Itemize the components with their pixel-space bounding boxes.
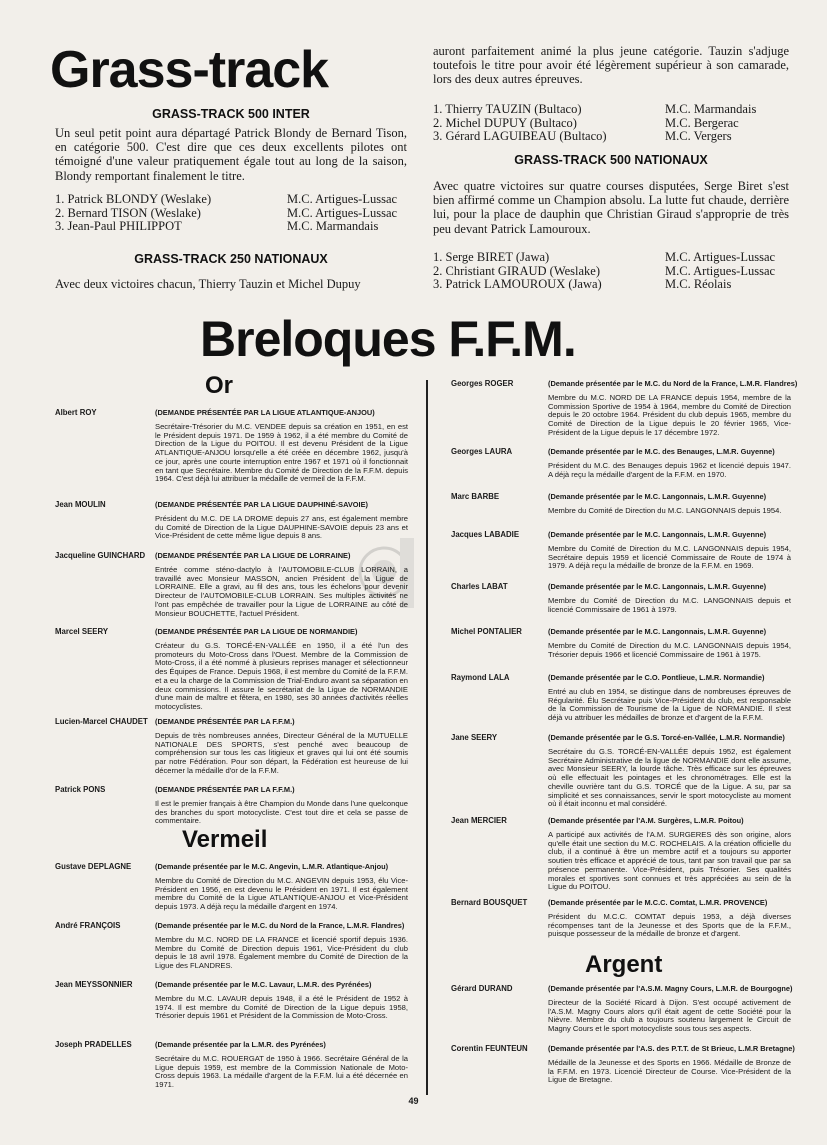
entry-name: Jacques LABADIE — [451, 530, 520, 539]
entry-request: (Demande présentée par le G.S. Torcé-en-Vallée, L.M.R. Normandie) — [548, 733, 785, 742]
entry-text: Il est le premier français à être Champion du Monde dans l'une quelconque des branches du sport motocycliste. C'est tout dire et cela se passe de commentaire. — [155, 799, 408, 826]
result-row — [433, 117, 793, 131]
section-heading-gt250: GRASS-TRACK 250 NATIONAUX — [134, 252, 328, 266]
entry-text: Médaille de la Jeunesse et des Sports en 1966. Médaille de Bronze de la F.F.M. en 1973. Licencié Directeur de Course. Vice-Président de la Ligue de Bretagne. — [548, 1058, 791, 1085]
entry-name: Raymond LALA — [451, 673, 510, 682]
entry-request: (Demande présentée par le M.C. du Nord de la France, L.M.R. Flandres) — [548, 379, 798, 388]
entry-request: (DEMANDE PRÉSENTÉE PAR LA LIGUE DE NORMANDIE) — [155, 627, 358, 636]
entry-request: (DEMANDE PRÉSENTÉE PAR LA F.F.M.) — [155, 717, 295, 726]
section-heading-gt500-nat: GRASS-TRACK 500 NATIONAUX — [514, 153, 708, 167]
entry-text: A participé aux activités de l'A.M. SURGERES dès son origine, alors qu'elle était une section du M.C. ROCHELAIS. A la création officielle du club, il a continué à être un membre actif et a toujours su apporter soutien très efficace et apprécié de tous, tant par son travail que par sa présence permanente. Vice-Président, puis Trésorier. Ses qualités morales et sportives sont connues et très appréciées au sein de la Ligue du POITOU. — [548, 830, 791, 892]
entry-name: Corentin FEUNTEUN — [451, 1044, 528, 1053]
entry-request: (Demande présentée par le M.C. des Benauges, L.M.R. Guyenne) — [548, 447, 775, 456]
column-divider — [426, 380, 428, 1095]
gt250-text: Avec deux victoires chacun, Thierry Tauzin et Michel Dupuy — [55, 277, 361, 291]
gt250-text-continued: auront parfaitement animé la plus jeune catégorie. Tauzin s'adjuge toutefois le titre pour avoir été légèrement supérieur à son camarade, lors des deux autres épreuves. — [433, 44, 789, 87]
result-row — [55, 220, 411, 234]
rider: 3. Patrick LAMOUROUX (Jawa) — [433, 277, 602, 292]
entry-request: (Demande présentée par l'A.S.M. Magny Cours, L.M.R. de Bourgogne) — [548, 984, 793, 993]
club: M.C. Artigues-Lussac — [665, 263, 776, 278]
entry-text: Membre du M.C. NORD DE LA FRANCE et licencié sportif depuis 1936. Membre du Comité de Direction depuis 1961, Vice-Président du club depuis le 18 avril 1978. Également membre du Comité de Direction de la Ligue des FLANDRES. — [155, 935, 408, 971]
entry-request: (Demande présentée par l'A.M. Surgères, L.M.R. Poitou) — [548, 816, 744, 825]
entry-name: André FRANÇOIS — [55, 921, 121, 930]
entry-text: Secrétaire du G.S. TORCÉ-EN-VALLÉE depuis 1952, est également Secrétaire Administrative de la ligue de NORMANDIE dont elle assume, avec Monsieur SEERY, la lourde tâche. Très efficace sur les épreuves où elle effectuait les pointages et les chronométrages. Elle est la cheville ouvrière tant du G.S. TORCÉ que de la Ligue. A su, par sa simplicité et ses connaissances, servir le sport motocycliste au moment où il était inconnu et mal considéré. — [548, 747, 791, 809]
entry-text: Secrétaire du M.C. ROUERGAT de 1950 à 1966. Secrétaire Général de la Ligue depuis 1959, est membre de la Commission Nationale de Moto-Cross depuis 1963. La médaille d'argent de la F.F.M. lui a été décernée en 1971. — [155, 1054, 408, 1090]
club: M.C. Vergers — [665, 129, 732, 144]
entry-name: Jane SEERY — [451, 733, 498, 742]
entry-name: Joseph PRADELLES — [55, 1040, 132, 1049]
entry-name: Gustave DEPLAGNE — [55, 862, 132, 871]
entry-text: Depuis de très nombreuses années, Directeur Général de la MUTUELLE NATIONALE DES SPORTS, s'est penché avec beaucoup de compréhension sur tous les cas litigieux et graves qui lui ont été soumis par notre Fédération. Pour son départ, la Fédération est heureuse de lui décerner la médaille d'or de la F.F.M. — [155, 731, 408, 775]
breloques-title: Breloques F.F.M. — [200, 311, 576, 367]
entry-request: (Demande présentée par le C.O. Pontlieue, L.M.R. Normandie) — [548, 673, 765, 682]
entry-text: Entré au club en 1954, se distingue dans de nombreuses épreuves de Régularité. Élu Secrétaire puis Vice-Président du club, est responsable de la Commission de Tourisme de la Ligue de NORMANDIE. Il s'est déjà vu attribuer les médailles de bronze et d'argent de la F.F.M. — [548, 687, 791, 723]
gt250-results — [433, 103, 793, 144]
entry-text: Président du M.C. DE LA DROME depuis 27 ans, est également membre du Comité de Direction de la Ligue DAUPHINE-SAVOIE depuis 23 ans et Vice-Président de cette même ligue depuis 8 ans. — [155, 514, 408, 541]
entry-request: (Demande présentée par le M.C. Angevin, L.M.R. Atlantique-Anjou) — [155, 862, 389, 871]
entry-name: Georges ROGER — [451, 379, 514, 388]
entry-text: Membre du Comité de Direction du M.C. LANGONNAIS depuis 1954. — [548, 506, 782, 515]
medal-heading-or: Or — [205, 372, 234, 399]
gt500-inter-text: Un seul petit point aura départagé Patrick Blondy de Bernard Tison, en catégorie 500. C'est dire que ces deux excellents pilotes ont témoigné d'une valeur pratiquement égale tout au long de la saison, Blondy remportant finalement le titre. — [55, 126, 407, 183]
rider: 2. Bernard TISON (Weslake) — [55, 205, 201, 220]
result-row — [433, 251, 793, 265]
entry-text: Membre du M.C. NORD DE LA FRANCE depuis 1954, membre de la Commission Sportive de 1954 à 1964, membre du Comité de Direction depuis le 20 octobre 1964. Président du club depuis 1965, membre du Comité de Direction de la Ligue depuis le 20 février 1965, Vice-Président de la Ligue depuis le 17 décembre 1972. — [548, 393, 791, 437]
entry-name: Patrick PONS — [55, 785, 106, 794]
page-number: 49 — [408, 1096, 419, 1106]
section-heading-gt500-inter: GRASS-TRACK 500 INTER — [152, 107, 310, 121]
club: M.C. Artigues-Lussac — [287, 192, 398, 206]
club: M.C. Bergerac — [665, 115, 739, 130]
entry-request: (Demande présentée par le M.C. Langonnais, L.M.R. Guyenne) — [548, 530, 767, 539]
entry-request: (Demande présentée par le M.C. Langonnais, L.M.R. Guyenne) — [548, 627, 767, 636]
entry-request: (DEMANDE PRÉSENTÉE PAR LA F.F.M.) — [155, 785, 295, 794]
gt500-inter-results — [55, 193, 411, 234]
result-row — [433, 103, 793, 117]
page-title: Grass-track — [50, 41, 329, 99]
entry-name: Lucien-Marcel CHAUDET — [55, 717, 148, 726]
entry-request: (Demande présentée par le M.C. Langonnais, L.M.R. Guyenne) — [548, 582, 767, 591]
result-row — [55, 207, 411, 221]
entry-name: Gérard DURAND — [451, 984, 513, 993]
entry-text: Secrétaire-Trésorier du M.C. VENDEE depuis sa création en 1951, en est le Président depuis 1971. De 1959 à 1962, il a été membre du Comité de Direction de la Ligue du POITOU. Il est devenu Président de la Ligue ATLANTIQUE-ANJOU lorsqu'elle a été créée en décembre 1962, jusqu'à ce jour, après une courte interruption entre 1967 et 1971 où il fonctionnait en tant que Secrétaire. Membre du Comité de Direction de la F.F.M. depuis 1964. C'est déjà lui attribuer la médaille de vermeil de la F.F.M. — [155, 422, 408, 484]
entry-name: Marc BARBE — [451, 492, 500, 501]
result-row — [55, 193, 411, 207]
club: M.C. Marmandais — [287, 219, 379, 234]
entry-request: (Demande présentée par le M.C.C. Comtat, L.M.R. PROVENCE) — [548, 898, 768, 907]
entry-request: (Demande présentée par l'A.S. des P.T.T. de St Brieuc, L.M.R Bretagne) — [548, 1044, 795, 1053]
entry-request: (DEMANDE PRÉSENTÉE PAR LA LIGUE ATLANTIQUE-ANJOU) — [155, 408, 375, 417]
entry-request: (DEMANDE PRÉSENTÉE PAR LA LIGUE DAUPHINÉ-SAVOIE) — [155, 500, 368, 509]
entry-name: Jean MEYSSONNIER — [55, 980, 133, 989]
gt500-nat-results — [433, 251, 793, 292]
entry-text: Entrée comme sténo-dactylo à l'AUTOMOBILE-CLUB LORRAIN, a travaillé avec Monsieur MASSON, ancien Président de la Ligue de LORRAINE. Elle a gravi, au fil des ans, tous les échelons pour devenir Directeur de l'AUTOMOBILE-CLUB LORRAIN. Ses multiples activités ne l'ont pas empêchée de travailler pour la Ligue de LORRAINE au côté de Monsieur BOUCHETTE, l'actuel Président. — [155, 565, 408, 618]
result-row — [433, 278, 793, 292]
entry-name: Bernard BOUSQUET — [451, 898, 528, 907]
entry-name: Jacqueline GUINCHARD — [55, 551, 146, 560]
entry-text: Directeur de la Société Ricard à Dijon. S'est occupé activement de l'A.S.M. Magny Cours alors qu'il était agent de cette Société pour la Nièvre. Membre du club a toujours soutenu largement le Circuit de Magny Cours et le sport motocycliste sous tous ses aspects. — [548, 998, 791, 1034]
entry-name: Jean MERCIER — [451, 816, 507, 825]
entry-text: Membre du Comité de Direction du M.C. LANGONNAIS depuis et licencié Commissaire de 1961 à 1979. — [548, 596, 791, 614]
entry-text: Membre du Comité de Direction du M.C. LANGONNAIS depuis 1954, Trésorier depuis 1966 et licencié Commissaire de 1961 à 1975. — [548, 641, 791, 659]
gt500-nat-text: Avec quatre victoires sur quatre courses disputées, Serge Biret s'est bien affirmé comme un Champion absolu. La lutte fut chaude, derrière lui, pour la place de dauphin que Christian Giraud s'approprie de très peu devant Patrick Lamouroux. — [433, 179, 789, 236]
medal-heading-argent: Argent — [585, 951, 663, 978]
entry-name: Charles LABAT — [451, 582, 508, 591]
rider: 2. Michel DUPUY (Bultaco) — [433, 115, 577, 130]
club: M.C. Artigues-Lussac — [287, 205, 398, 220]
medal-heading-vermeil: Vermeil — [182, 826, 268, 853]
rider: 1. Serge BIRET (Jawa) — [433, 250, 550, 264]
rider: 3. Jean-Paul PHILIPPOT — [55, 219, 182, 234]
rider: 2. Christiant GIRAUD (Weslake) — [433, 263, 601, 278]
rider: 3. Gérard LAGUIBEAU (Bultaco) — [433, 129, 607, 144]
club: M.C. Réolais — [665, 277, 732, 292]
club: M.C. Artigues-Lussac — [665, 250, 776, 264]
entry-name: Albert ROY — [55, 408, 97, 417]
club: M.C. Marmandais — [665, 102, 757, 116]
entry-text: Président du M.C.C. COMTAT depuis 1953, a déjà diverses récompenses tant de la Jeunesse et des Sports que de la F.F.M., puisque possesseur de la médaille de bronze et d'argent. — [548, 912, 791, 939]
entry-request: (Demande présentée par le M.C. Lavaur, L.M.R. des Pyrénées) — [155, 980, 372, 989]
result-row — [433, 130, 793, 144]
entry-request: (Demande présentée par le M.C. Langonnais, L.M.R. Guyenne) — [548, 492, 767, 501]
entry-request: (Demande présentée par le M.C. du Nord de la France, L.M.R. Flandres) — [155, 921, 405, 930]
rider: 1. Patrick BLONDY (Weslake) — [55, 192, 212, 206]
rider: 1. Thierry TAUZIN (Bultaco) — [433, 102, 582, 116]
entry-request: (Demande présentée par la L.M.R. des Pyrénées) — [155, 1040, 326, 1049]
entry-text: Membre du Comité de Direction du M.C. ANGEVIN depuis 1953, élu Vice-Président en 1956, en est devenu le Président en 1971. Il est également membre du Comité de la Ligue ATLANTIQUE-ANJOU et Vice-Président depuis 1973. A déjà reçu la médaille d'argent en 1974. — [155, 876, 408, 912]
entry-name: Georges LAURA — [451, 447, 513, 456]
entry-text: Membre du Comité de Direction du M.C. LANGONNAIS depuis 1954, Secrétaire depuis 1959 et licencié Commissaire de Route de 1974 à 1979. A déjà reçu la médaille de bronze de la F.F.M. en 1969. — [548, 544, 791, 571]
entry-name: Michel PONTALIER — [451, 627, 522, 636]
entry-name: Jean MOULIN — [55, 500, 106, 509]
entry-request: (DEMANDE PRÉSENTÉE PAR LA LIGUE DE LORRAINE) — [155, 551, 351, 560]
entry-text: Membre du M.C. LAVAUR depuis 1948, il a été le Président de 1952 à 1974. Il est membre du Comité de Direction de la Ligue depuis 1958, Trésorier depuis 1961 et Président de la Commission de Moto-Cross. — [155, 994, 408, 1021]
result-row — [433, 265, 793, 279]
entry-name: Marcel SEERY — [55, 627, 109, 636]
entry-text: Président du M.C. des Benauges depuis 1962 et licencié depuis 1947. A déjà reçu la médaille d'argent de la F.F.M. en 1970. — [548, 461, 791, 479]
entry-text: Créateur du G.S. TORCÉ-EN-VALLÉE en 1950, il a été l'un des promoteurs du Moto-Cross dans l'Ouest. Membre de la Commission de Moto-Cross, il a été nommé à plusieurs reprises manager et sélectionneur des Équipes de France. Depuis 1968, il est membre du Comité de la F.F.M. et a eu la charge de la Commission de Trial-Enduro avant sa séparation en deux commissions. Il assure le secrétariat de la Ligue de NORMANDIE d'une main de maître et fêtera, en 1980, ses 30 années d'activités réelles motocyclistes. — [155, 641, 408, 711]
